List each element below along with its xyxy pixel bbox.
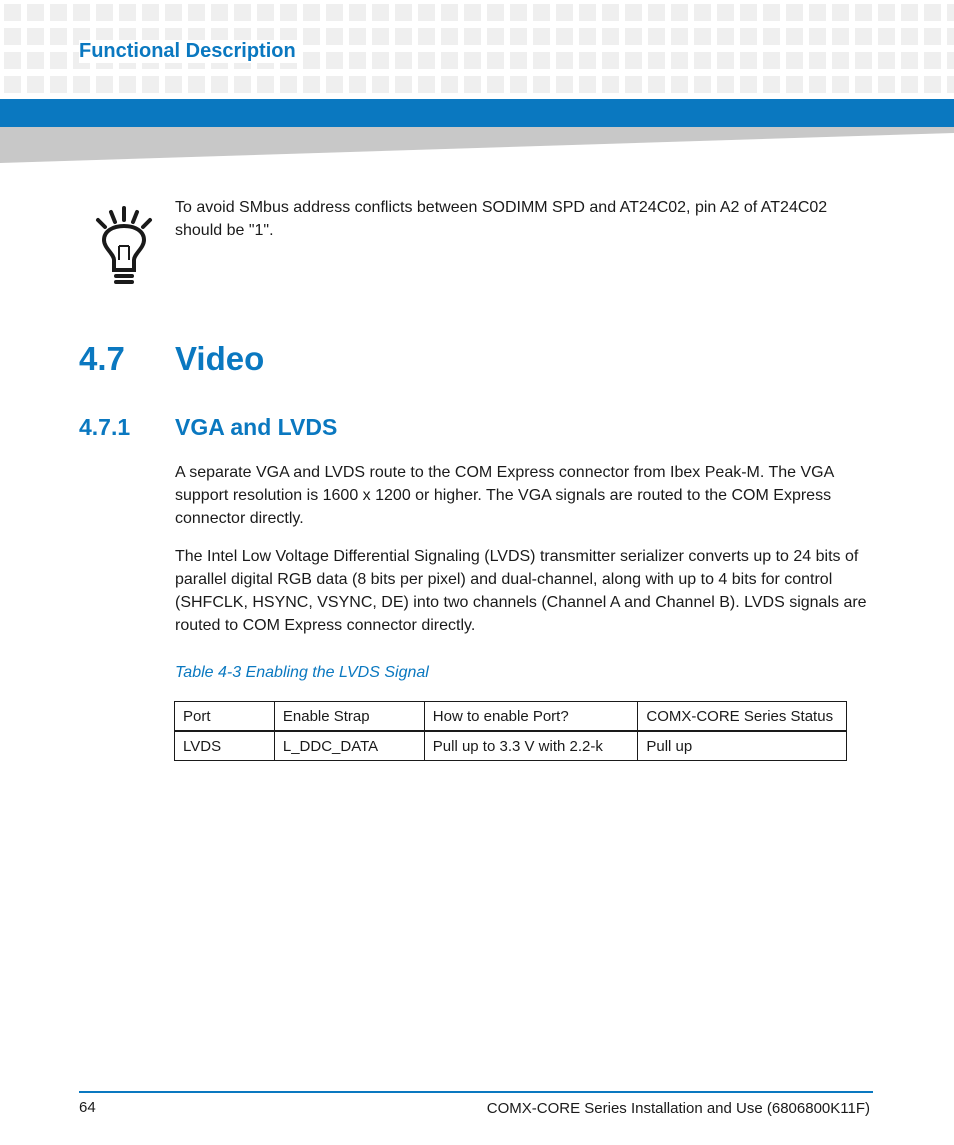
header-tile — [96, 4, 113, 21]
header-tile — [671, 4, 688, 21]
header-tile — [832, 28, 849, 45]
header-tile — [142, 76, 159, 93]
header-tile — [533, 28, 550, 45]
header-tile — [901, 76, 918, 93]
header-blue-band — [0, 99, 954, 127]
header-tile — [326, 76, 343, 93]
header-tile — [602, 76, 619, 93]
table-header-cell: Port — [175, 702, 275, 732]
header-tile — [464, 28, 481, 45]
header-tile — [464, 52, 481, 69]
table-header-cell: How to enable Port? — [424, 702, 638, 732]
header-tile — [648, 4, 665, 21]
header-tile — [50, 4, 67, 21]
table-cell: Pull up — [638, 731, 847, 761]
header-tile — [464, 4, 481, 21]
header-tile — [648, 52, 665, 69]
header-tile — [349, 4, 366, 21]
header-tile — [418, 52, 435, 69]
header-tile — [303, 28, 320, 45]
header-tile — [96, 76, 113, 93]
header-tile — [556, 76, 573, 93]
header-tile — [717, 52, 734, 69]
header-tile — [602, 28, 619, 45]
header-tile — [441, 28, 458, 45]
header-tile — [924, 28, 941, 45]
header-tile — [694, 28, 711, 45]
header-tile — [349, 52, 366, 69]
header-tile — [395, 76, 412, 93]
header-tile — [648, 76, 665, 93]
header-tile — [579, 28, 596, 45]
subsection-heading — [79, 414, 337, 441]
header-tile — [901, 52, 918, 69]
header-gray-wedge — [0, 127, 954, 163]
header-tile — [119, 4, 136, 21]
header-tile — [809, 28, 826, 45]
header-tile — [372, 52, 389, 69]
header-tile — [717, 4, 734, 21]
header-tile — [487, 52, 504, 69]
header-tile — [740, 4, 757, 21]
header-tile — [4, 76, 21, 93]
header-tile — [556, 4, 573, 21]
table-header-cell: Enable Strap — [274, 702, 424, 732]
header-tile — [165, 76, 182, 93]
header-tile — [878, 28, 895, 45]
header-tile — [763, 28, 780, 45]
paragraph: The Intel Low Voltage Differential Signaling (LVDS) transmitter serializer converts up to 24 bits of parallel digital RGB data (8 bits per pixel) and dual-channel, along with up to 4 bits for control (SHFCLK, HSYNC, VSYNC, DE) into two channels (Channel A and Channel B). LVDS signals are routed to COM Express connector directly. — [175, 548, 867, 634]
header-tile — [763, 52, 780, 69]
header-tile — [349, 28, 366, 45]
header-tile — [924, 4, 941, 21]
header-tile — [73, 76, 90, 93]
lvds-table — [174, 701, 847, 761]
header-tile — [924, 52, 941, 69]
section-heading — [79, 340, 264, 378]
header-tile — [625, 52, 642, 69]
header-tile — [119, 76, 136, 93]
header-tile — [349, 76, 366, 93]
table-caption: Table 4-3 Enabling the LVDS Signal — [175, 664, 429, 681]
header-tile — [579, 52, 596, 69]
header-tile — [855, 76, 872, 93]
header-tile — [50, 52, 67, 69]
header-tile — [27, 76, 44, 93]
header-tile — [165, 4, 182, 21]
header-tile — [73, 4, 90, 21]
header-tile — [625, 76, 642, 93]
header-tile — [855, 4, 872, 21]
header-tile — [326, 4, 343, 21]
header-tile — [694, 76, 711, 93]
header-tile — [50, 28, 67, 45]
header-tile — [786, 4, 803, 21]
note-text: To avoid SMbus address conflicts between SODIMM SPD and AT24C02, pin A2 of AT24C02 should be "1". — [175, 199, 828, 239]
header-tile — [418, 4, 435, 21]
header-tile — [303, 76, 320, 93]
header-tile — [510, 52, 527, 69]
header-tile — [303, 52, 320, 69]
header-tile — [855, 52, 872, 69]
header-tile — [50, 76, 67, 93]
header-tile — [786, 28, 803, 45]
header-tile — [533, 76, 550, 93]
header-tile — [740, 76, 757, 93]
footer-rule — [79, 1091, 873, 1093]
header-tile — [418, 76, 435, 93]
header-tile — [717, 28, 734, 45]
page-number: 64 — [79, 1099, 96, 1116]
header-tile — [809, 52, 826, 69]
header-tile — [579, 4, 596, 21]
header-tile — [947, 4, 954, 21]
header-tile — [510, 28, 527, 45]
header-tile — [441, 76, 458, 93]
header-tile — [740, 28, 757, 45]
header-tile — [280, 4, 297, 21]
header-tile — [556, 28, 573, 45]
header-tile — [464, 76, 481, 93]
header-tile — [740, 52, 757, 69]
header-tile — [441, 52, 458, 69]
table-cell: L_DDC_DATA — [274, 731, 424, 761]
header-tile — [372, 4, 389, 21]
section-number: 4.7 — [79, 340, 125, 377]
header-tile — [855, 28, 872, 45]
header-tile — [395, 4, 412, 21]
header-tile — [326, 52, 343, 69]
header-tile — [671, 28, 688, 45]
table-header-cell: COMX-CORE Series Status — [638, 702, 847, 732]
header-tile — [832, 4, 849, 21]
header-tile — [188, 76, 205, 93]
footer-document-title: COMX-CORE Series Installation and Use (6806800K11F) — [486, 1100, 870, 1117]
header-tile — [924, 76, 941, 93]
table-row — [175, 731, 847, 761]
header-tile — [4, 52, 21, 69]
header-tile — [579, 76, 596, 93]
header-tile — [763, 76, 780, 93]
header-tile — [671, 76, 688, 93]
header-tile — [27, 28, 44, 45]
header-tile — [257, 76, 274, 93]
header-tile — [878, 4, 895, 21]
header-tile — [648, 28, 665, 45]
header-tile — [694, 52, 711, 69]
table-cell: Pull up to 3.3 V with 2.2-k — [424, 731, 638, 761]
header-tile — [142, 4, 159, 21]
paragraph: A separate VGA and LVDS route to the COM Express connector from Ibex Peak-M. The VGA support resolution is 1600 x 1200 or higher. The VGA signals are routed to the COM Express connector directly. — [175, 464, 834, 527]
header-tile — [234, 76, 251, 93]
header-tile — [602, 4, 619, 21]
header-tile — [27, 4, 44, 21]
header-tile — [763, 4, 780, 21]
header-tile — [809, 76, 826, 93]
header-tile — [257, 4, 274, 21]
header-tile — [671, 52, 688, 69]
header-tile — [487, 76, 504, 93]
header-tile — [372, 28, 389, 45]
section-title: Video — [175, 340, 265, 377]
header-tile — [786, 76, 803, 93]
header-tile — [625, 28, 642, 45]
header-tile — [27, 52, 44, 69]
header-tile — [878, 76, 895, 93]
header-tile — [947, 76, 954, 93]
header-tile — [786, 52, 803, 69]
header-tile — [510, 76, 527, 93]
header-tile — [832, 52, 849, 69]
header-tile — [901, 4, 918, 21]
header-tile — [441, 4, 458, 21]
subsection-title: VGA and LVDS — [175, 414, 338, 440]
header-tile — [533, 4, 550, 21]
header-tile — [372, 76, 389, 93]
subsection-number: 4.7.1 — [79, 414, 131, 440]
header-tile — [211, 4, 228, 21]
header-tile — [901, 28, 918, 45]
header-tile — [625, 4, 642, 21]
header-tile — [280, 76, 297, 93]
header-tile — [4, 28, 21, 45]
header-tile — [303, 4, 320, 21]
header-tile — [556, 52, 573, 69]
header-tile — [694, 4, 711, 21]
header-tile — [326, 28, 343, 45]
header-tile — [4, 4, 21, 21]
header-tile — [234, 4, 251, 21]
header-tile — [717, 76, 734, 93]
header-tile — [947, 28, 954, 45]
header-tile — [487, 28, 504, 45]
header-tile — [395, 28, 412, 45]
header-tile — [188, 4, 205, 21]
table-header-row — [175, 702, 847, 732]
header-tile — [487, 4, 504, 21]
lightbulb-icon — [92, 204, 156, 288]
header-tile — [395, 52, 412, 69]
header-tile — [211, 76, 228, 93]
running-header-title: Functional Description — [79, 40, 300, 63]
header-tile — [602, 52, 619, 69]
header-tile — [809, 4, 826, 21]
header-tile — [418, 28, 435, 45]
header-tile — [533, 52, 550, 69]
header-tile — [510, 4, 527, 21]
table-cell: LVDS — [175, 731, 275, 761]
header-tile — [947, 52, 954, 69]
header-tile — [878, 52, 895, 69]
header-tile — [832, 76, 849, 93]
